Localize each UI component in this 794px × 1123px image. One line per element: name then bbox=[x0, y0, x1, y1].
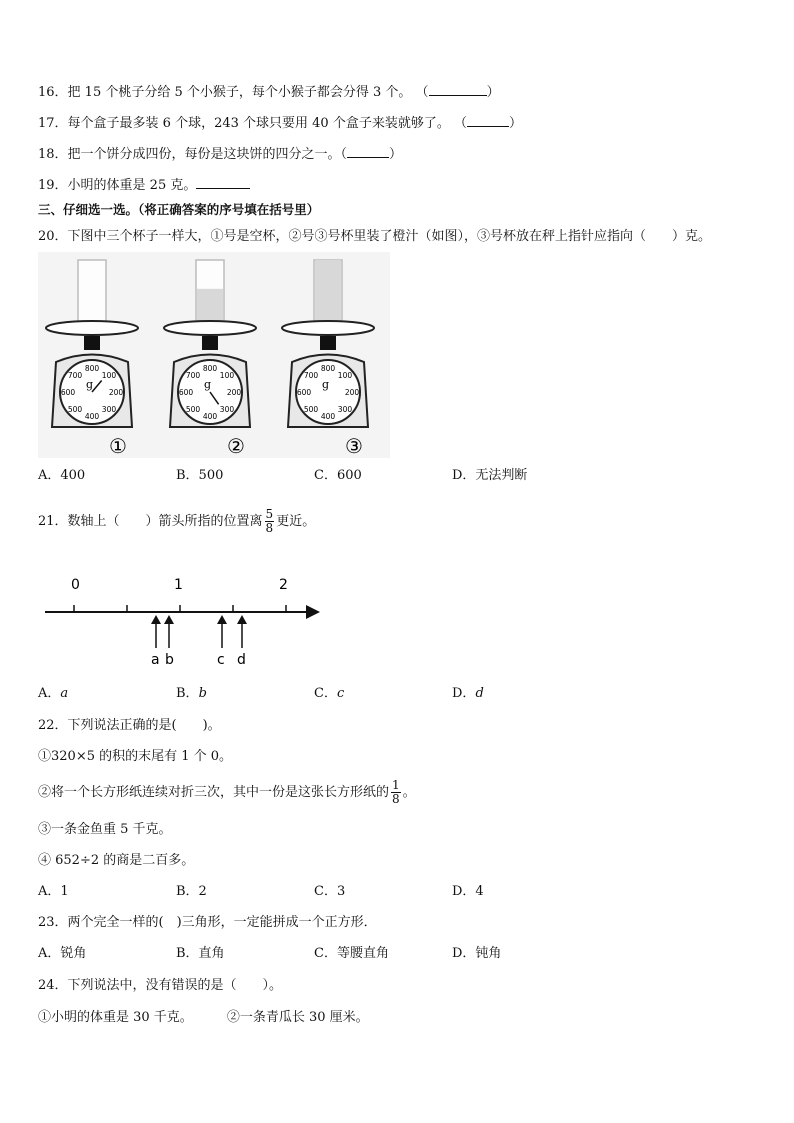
q21-option-d[interactable] bbox=[452, 685, 484, 703]
q21-option-a[interactable] bbox=[38, 685, 68, 703]
paren-close: ） bbox=[508, 116, 522, 131]
scale-label: ① bbox=[109, 434, 127, 458]
dial-number: 500 bbox=[67, 404, 83, 414]
paren-close: ） bbox=[486, 85, 500, 100]
option-var: b bbox=[198, 686, 207, 701]
cup bbox=[78, 260, 106, 324]
q20-option-d[interactable]: D．无法判断 bbox=[452, 468, 528, 483]
fraction-denominator: 8 bbox=[265, 521, 274, 535]
q21-option-b[interactable] bbox=[176, 685, 207, 703]
tick-label-0: 0 bbox=[71, 577, 80, 593]
q22-option-d[interactable]: D．4 bbox=[452, 884, 484, 899]
question-21 bbox=[38, 506, 315, 538]
q23-option-a[interactable]: A．锐角 bbox=[38, 946, 87, 961]
question-20-text: 20．下图中三个杯子一样大，①号是空杯，②号③号杯里装了橙汁（如图），③号杯放在秤上指针应指向（ ）克。 bbox=[38, 229, 712, 244]
question-21-text: 21．数轴上（ ）箭头所指的位置离 bbox=[38, 514, 263, 529]
tick-label-2: 2 bbox=[279, 577, 288, 593]
q24-statement-1: ①小明的体重是 30 千克。 bbox=[38, 1010, 193, 1025]
option-prefix: A． bbox=[38, 686, 61, 701]
q23-option-c[interactable]: C．等腰直角 bbox=[314, 946, 389, 961]
option-prefix: B． bbox=[176, 686, 199, 701]
dial-number: 100 bbox=[101, 371, 117, 381]
dial-number: 400 bbox=[202, 412, 218, 421]
dial-number: 300 bbox=[219, 404, 235, 414]
scale-label: ③ bbox=[345, 434, 363, 458]
dial-number: 800 bbox=[84, 364, 100, 373]
statement-2-end: 。 bbox=[402, 785, 416, 800]
question-17 bbox=[38, 114, 522, 133]
dial-number: 500 bbox=[185, 404, 201, 414]
question-16 bbox=[38, 83, 500, 102]
dial-unit: g bbox=[86, 378, 94, 391]
answer-blank[interactable] bbox=[429, 83, 487, 96]
statement-1: ①320×5 的积的末尾有 1 个 0。 bbox=[38, 749, 233, 764]
scales-figure bbox=[38, 252, 390, 458]
fraction-numerator: 5 bbox=[265, 507, 274, 521]
q22-option-a[interactable]: A．1 bbox=[38, 884, 69, 899]
dial-number: 700 bbox=[67, 371, 83, 381]
arrow-label-d: d bbox=[237, 652, 246, 668]
fraction-numerator: 1 bbox=[392, 778, 400, 792]
q20-option-c[interactable]: C．600 bbox=[314, 468, 362, 483]
juice bbox=[197, 289, 223, 324]
q23-option-d[interactable]: D．钝角 bbox=[452, 946, 502, 961]
answer-blank[interactable] bbox=[347, 145, 389, 158]
dial-unit: g bbox=[322, 378, 330, 391]
option-prefix: C． bbox=[314, 686, 337, 701]
dial-number: 700 bbox=[185, 371, 201, 381]
q22-option-c[interactable]: C．3 bbox=[314, 884, 346, 899]
dial-number: 400 bbox=[320, 412, 336, 421]
dial-number: 800 bbox=[320, 364, 336, 373]
question-18-text: 18．把一个饼分成四份，每份是这块饼的四分之一。（ bbox=[38, 147, 348, 162]
question-19-text: 19．小明的体重是 25 克。 bbox=[38, 178, 197, 193]
dial-number: 200 bbox=[108, 388, 124, 397]
question-19 bbox=[38, 176, 250, 195]
scale-label: ② bbox=[227, 434, 245, 458]
paren-close: ） bbox=[389, 147, 403, 162]
arrow-label-a: a bbox=[151, 652, 160, 668]
question-23-text: 23．两个完全一样的( )三角形，一定能拼成一个正方形． bbox=[38, 915, 377, 930]
question-22-text: 22．下列说法正确的是( )。 bbox=[38, 718, 221, 733]
scale-plate bbox=[46, 321, 138, 335]
option-prefix: D． bbox=[452, 686, 476, 701]
dial-number: 700 bbox=[303, 371, 319, 381]
scale-stem bbox=[84, 336, 100, 350]
statement-4: ④ 652÷2 的商是二百多。 bbox=[38, 853, 195, 868]
statement-2 bbox=[38, 775, 416, 811]
dial-number: 600 bbox=[178, 388, 194, 397]
question-16-text: 16．把 15 个桃子分给 5 个小猴子，每个小猴子都会分得 3 个。 （ bbox=[38, 85, 429, 100]
dial-number: 800 bbox=[202, 364, 218, 373]
dial-number: 300 bbox=[337, 404, 353, 414]
arrow-label-c: c bbox=[217, 652, 225, 668]
dial-number: 100 bbox=[337, 371, 353, 381]
section-title: 三、仔细选一选。（将正确答案的序号填在括号里） bbox=[38, 202, 320, 217]
dial-number: 500 bbox=[303, 404, 319, 414]
fraction bbox=[391, 779, 401, 806]
q24-statement-2: ②一条青瓜长 30 厘米。 bbox=[226, 1010, 369, 1025]
statement-3: ③一条金鱼重 5 千克。 bbox=[38, 822, 172, 837]
answer-blank[interactable] bbox=[196, 176, 250, 189]
dial-number: 200 bbox=[226, 388, 242, 397]
fraction-denominator: 8 bbox=[392, 792, 400, 806]
scale-stem bbox=[202, 336, 218, 350]
number-line-figure bbox=[40, 572, 330, 672]
statement-2-text: ②将一个长方形纸连续对折三次，其中一份是这张长方形纸的 bbox=[38, 785, 390, 800]
juice bbox=[315, 260, 341, 324]
question-21-text-end: 更近。 bbox=[276, 514, 316, 529]
question-17-text: 17．每个盒子最多装 6 个球，243 个球只要用 40 个盒子来装就够了。 （ bbox=[38, 116, 467, 131]
option-var: c bbox=[336, 686, 345, 701]
option-var: d bbox=[475, 686, 484, 701]
q20-option-a[interactable]: A．400 bbox=[38, 468, 86, 483]
dial-number: 200 bbox=[344, 388, 360, 397]
q21-option-c[interactable] bbox=[314, 685, 344, 703]
scale-plate bbox=[282, 321, 374, 335]
tick-label-1: 1 bbox=[174, 577, 183, 593]
question-24-text: 24．下列说法中，没有错误的是（ ）。 bbox=[38, 978, 283, 993]
dial-unit: g bbox=[204, 378, 212, 391]
dial-number: 600 bbox=[60, 388, 76, 397]
scale-plate bbox=[164, 321, 256, 335]
q24-statements bbox=[38, 1009, 369, 1027]
dial-number: 100 bbox=[219, 371, 235, 381]
scale-stem bbox=[320, 336, 336, 350]
q22-option-b[interactable]: B．2 bbox=[176, 884, 207, 899]
option-var: a bbox=[60, 686, 69, 701]
dial-number: 400 bbox=[84, 412, 100, 421]
arrow-label-b: b bbox=[165, 652, 174, 668]
q20-option-b[interactable]: B．500 bbox=[176, 468, 224, 483]
dial-number: 300 bbox=[101, 404, 117, 414]
q23-option-b[interactable]: B．直角 bbox=[176, 946, 225, 961]
answer-blank[interactable] bbox=[467, 114, 509, 127]
fraction bbox=[265, 508, 275, 535]
dial-number: 600 bbox=[296, 388, 312, 397]
question-18 bbox=[38, 145, 402, 164]
